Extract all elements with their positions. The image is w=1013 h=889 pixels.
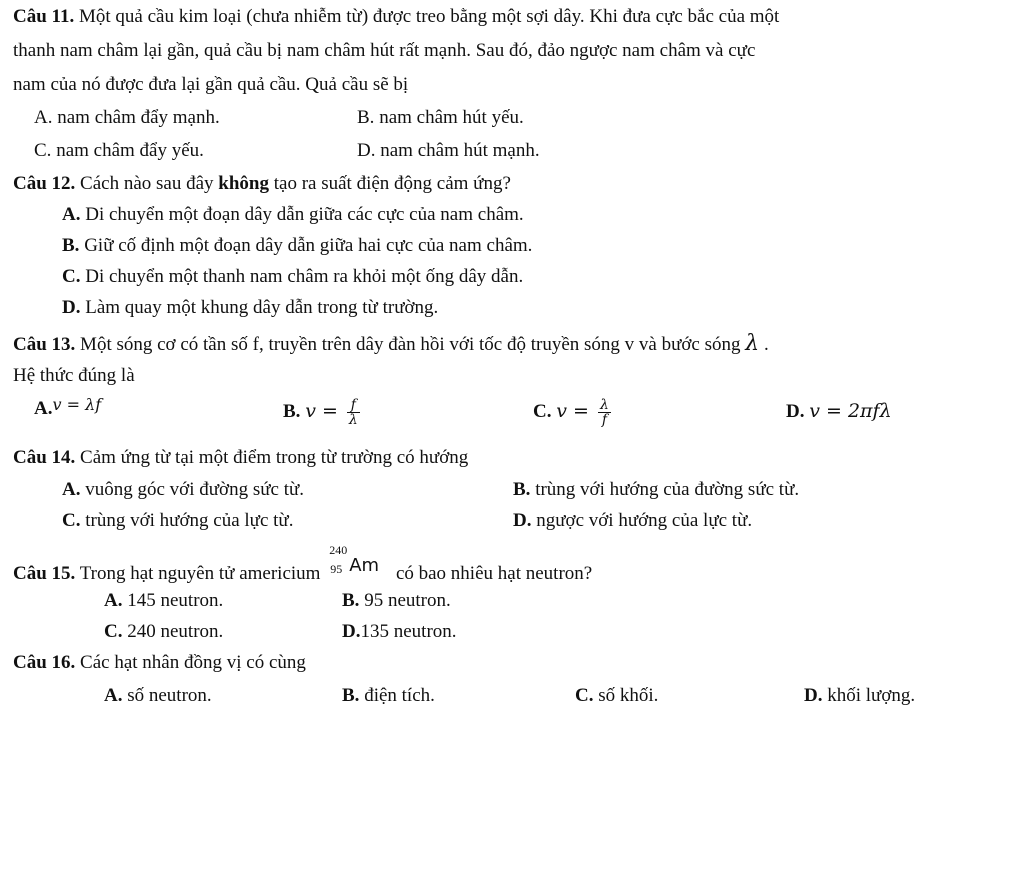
- q13-option-c-label: C.: [533, 400, 552, 422]
- q11-option-c[interactable]: [34, 140, 204, 162]
- q16-option-a-label: A.: [104, 685, 123, 706]
- q15-option-b-text: 95 neutron.: [359, 590, 451, 611]
- q13-lambda-symbol: λ: [745, 331, 760, 356]
- q16-option-b-label: B.: [342, 685, 360, 706]
- q11-text-line-1: Một quả cầu kim loại (chưa nhiễm từ) được treo bằng một sợi dây. Khi đưa cực bắc của một: [74, 6, 780, 27]
- q13-line-1: [13, 333, 769, 356]
- q14-text: Cảm ứng từ tại một điểm trong từ trường có hướng: [75, 447, 469, 468]
- q14-option-b-label: B.: [513, 479, 531, 500]
- q16-option-b-text: điện tích.: [359, 685, 435, 706]
- q12-option-a-label: A.: [62, 204, 81, 225]
- q14-option-b-text: trùng với hướng của đường sức từ.: [530, 479, 800, 500]
- q15-text-before: Trong hạt nguyên tử americium: [75, 563, 326, 584]
- q16-option-b[interactable]: [342, 685, 435, 707]
- q12-stem: [13, 173, 511, 195]
- q11-option-c-label: C.: [34, 140, 52, 161]
- q12-option-b[interactable]: [62, 235, 532, 257]
- q11-option-b-label: B.: [357, 107, 375, 128]
- q15-option-c[interactable]: [104, 621, 223, 643]
- q12-option-c-label: C.: [62, 266, 81, 287]
- q13-option-b[interactable]: [283, 398, 360, 427]
- q15-option-b-label: B.: [342, 590, 360, 611]
- q14-option-d-label: D.: [513, 510, 532, 531]
- q11-label: Câu 11.: [13, 6, 75, 27]
- q12-label: Câu 12.: [13, 173, 76, 194]
- q12-option-d-label: D.: [62, 297, 81, 318]
- q11-line-1: [13, 6, 779, 28]
- q13-option-d[interactable]: [786, 400, 892, 423]
- q11-option-b-text: nam châm hút yếu.: [374, 107, 524, 128]
- q12-option-d[interactable]: [62, 297, 438, 319]
- q14-label: Câu 14.: [13, 447, 76, 468]
- q13-option-b-numerator: f: [347, 398, 360, 413]
- q13-option-b-label: B.: [283, 400, 301, 422]
- q11-option-b[interactable]: [357, 107, 524, 129]
- q16-option-c[interactable]: [575, 685, 658, 707]
- q11-option-a-text: nam châm đẩy mạnh.: [52, 107, 220, 128]
- q13-option-b-denominator: λ: [348, 412, 358, 428]
- q12-text-after: tạo ra suất điện động cảm ứng?: [268, 173, 511, 194]
- q13-option-d-formula: v = 2πfλ: [809, 400, 892, 422]
- q14-option-c[interactable]: [62, 510, 293, 532]
- q11-option-d-text: nam châm hút mạnh.: [375, 140, 540, 161]
- q13-option-a-formula: v = λf: [52, 395, 102, 414]
- q11-text-line-3: nam của nó được đưa lại gần quả cầu. Quả cầu sẽ bị: [13, 74, 409, 95]
- q15-stem: [13, 543, 593, 585]
- q14-option-b[interactable]: [513, 479, 799, 501]
- americium-nuclide: [325, 543, 391, 579]
- q15-option-a-label: A.: [104, 590, 123, 611]
- q12-text-emphasis: không: [218, 173, 269, 194]
- q13-option-c[interactable]: [533, 398, 611, 427]
- q11-option-a-label: A.: [34, 107, 53, 128]
- q16-option-c-label: C.: [575, 685, 594, 706]
- q12-option-d-text: Làm quay một khung dây dẫn trong từ trường.: [80, 297, 439, 318]
- q16-option-a[interactable]: [104, 685, 212, 707]
- nuclide-mass-number: 240: [329, 543, 348, 557]
- q14-option-a[interactable]: [62, 479, 304, 501]
- q15-option-d-text: 135 neutron.: [360, 621, 457, 642]
- q14-option-d-text: ngược với hướng của lực từ.: [531, 510, 753, 531]
- q12-option-a-text: Di chuyển một đoạn dây dẫn giữa các cực của nam châm.: [80, 204, 524, 225]
- q11-text-line-2: thanh nam châm lại gần, quả cầu bị nam châm hút rất mạnh. Sau đó, đảo ngược nam châm và cực: [13, 40, 756, 61]
- q13-option-c-denominator: f: [601, 412, 607, 428]
- q12-option-c[interactable]: [62, 266, 523, 288]
- q13-option-c-fraction: [598, 398, 611, 427]
- q16-text: Các hạt nhân đồng vị có cùng: [75, 652, 306, 673]
- q14-option-d[interactable]: [513, 510, 752, 532]
- q15-option-c-label: C.: [104, 621, 123, 642]
- nuclide-symbol: Am: [349, 555, 380, 576]
- q14-option-a-text: vuông góc với đường sức từ.: [80, 479, 305, 500]
- q13-option-d-label: D.: [786, 401, 805, 422]
- q12-option-c-text: Di chuyển một thanh nam châm ra khỏi một ống dây dẫn.: [80, 266, 524, 287]
- q11-option-a[interactable]: [34, 107, 220, 129]
- q16-stem: [13, 652, 306, 674]
- q13-text-line-1-end: .: [759, 334, 769, 355]
- q13-label: Câu 13.: [13, 334, 76, 355]
- q13-text-line-1: Một sóng cơ có tần số f, truyền trên dây đàn hồi với tốc độ truyền sóng v và bước sóng: [75, 334, 746, 355]
- q14-option-c-label: C.: [62, 510, 81, 531]
- q15-option-d-label: D.: [342, 621, 361, 642]
- q12-option-b-text: Giữ cố định một đoạn dây dẫn giữa hai cực của nam châm.: [79, 235, 533, 256]
- q14-option-a-label: A.: [62, 479, 81, 500]
- q11-option-c-text: nam châm đẩy yếu.: [51, 140, 204, 161]
- q12-option-a[interactable]: [62, 204, 524, 226]
- q13-option-a-label: A.: [34, 398, 53, 419]
- q15-option-c-text: 240 neutron.: [122, 621, 224, 642]
- q15-option-d[interactable]: [342, 621, 457, 643]
- q16-option-d-label: D.: [804, 685, 823, 706]
- q12-text-before: Cách nào sau đây: [75, 173, 219, 194]
- q11-option-d-label: D.: [357, 140, 376, 161]
- q15-option-b[interactable]: [342, 590, 451, 612]
- q11-option-d[interactable]: [357, 140, 540, 162]
- q15-text-after: có bao nhiêu hạt neutron?: [391, 563, 593, 584]
- q15-option-a[interactable]: [104, 590, 223, 612]
- q13-option-c-lhs: v =: [556, 399, 595, 422]
- q14-option-c-text: trùng với hướng của lực từ.: [80, 510, 294, 531]
- nuclide-atomic-number: 95: [330, 562, 343, 576]
- q13-option-b-fraction: [347, 398, 360, 427]
- q16-option-a-text: số neutron.: [122, 685, 212, 706]
- q13-option-b-lhs: v =: [305, 399, 344, 422]
- q12-option-b-label: B.: [62, 235, 80, 256]
- q14-stem: [13, 447, 468, 469]
- q16-label: Câu 16.: [13, 652, 76, 673]
- q15-option-a-text: 145 neutron.: [122, 590, 224, 611]
- q13-option-c-numerator: λ: [599, 397, 609, 413]
- q13-option-a[interactable]: [34, 395, 102, 420]
- q16-option-c-text: số khối.: [593, 685, 659, 706]
- q16-option-d-text: khối lượng.: [822, 685, 916, 706]
- q16-option-d[interactable]: [804, 685, 915, 707]
- q15-label: Câu 15.: [13, 563, 76, 584]
- q13-text-line-2: Hệ thức đúng là: [13, 365, 135, 386]
